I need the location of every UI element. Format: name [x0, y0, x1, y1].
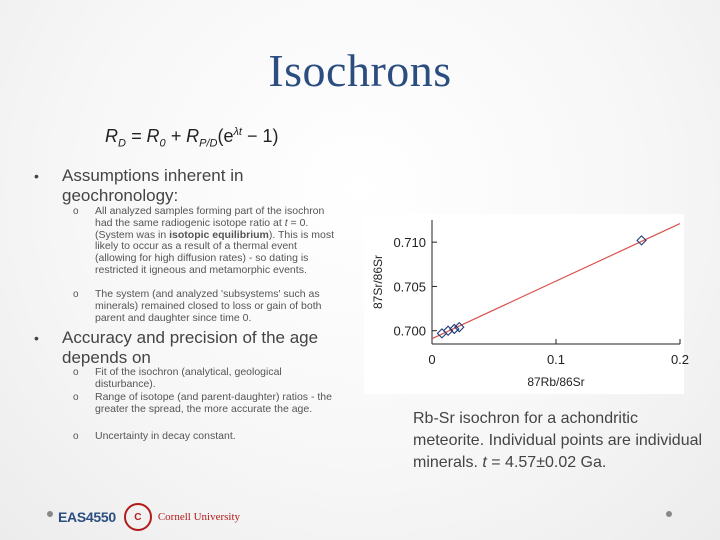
cornell-seal-icon: C: [124, 503, 152, 531]
eq-exp: λt: [233, 126, 242, 138]
sub-marker: o: [73, 431, 79, 442]
sub-text: Uncertainty in decay constant.: [95, 430, 236, 442]
footer-logo: [58, 504, 240, 530]
caption-text-b: = 4.57±0.02 Ga.: [486, 454, 607, 471]
sub-marker: o: [73, 392, 79, 403]
bullet-assumptions: [34, 166, 322, 206]
figure-caption: [413, 408, 703, 474]
sub-bullet-range: [73, 391, 340, 416]
eq-r0-sub: 0: [159, 137, 166, 150]
eq-paren-open: (e: [217, 126, 234, 146]
bullet-text: Assumptions inherent in geochronology:: [62, 166, 244, 205]
sub-marker: o: [73, 367, 79, 378]
footer-dot-left: [47, 511, 53, 517]
data-point: [437, 329, 446, 338]
bullet-dot: •: [34, 168, 39, 184]
sub-bullet-decay: [73, 430, 340, 443]
eq-paren-close: − 1): [241, 126, 279, 146]
isochron-equation: [105, 126, 278, 150]
x-tick-label: 0: [428, 352, 436, 367]
bullet-text: Accuracy and precision of the age depends on: [62, 328, 319, 367]
footer-dot-right: [666, 511, 672, 517]
sub-marker: o: [73, 206, 79, 217]
x-tick-label: 0.1: [546, 352, 566, 367]
sub-text-b: = 0. (System was in: [95, 216, 309, 241]
eq-lhs: R: [105, 126, 118, 146]
x-tick-label: 0.2: [670, 352, 690, 367]
sub-marker: o: [73, 289, 79, 300]
sub-bullet-closed: [73, 288, 340, 324]
bullet-dot: •: [34, 330, 39, 346]
sub-text-a: All analyzed samples forming part of the isochron had the same radiogenic isotope ratio at: [95, 205, 325, 229]
y-tick-label: 0.705: [393, 279, 426, 295]
sub-bold: isotopic equilibrium: [169, 228, 269, 241]
sub-bullet-fit: [73, 366, 340, 391]
university-name: Cornell University: [157, 511, 241, 523]
caption-t-var: t: [482, 454, 487, 471]
sub-text: Fit of the isochron (analytical, geological disturbance).: [95, 366, 282, 390]
course-code: EAS4550: [58, 509, 116, 525]
sub-t-var: t: [284, 216, 288, 229]
eq-rp: + R: [165, 126, 200, 146]
x-axis-label: 87Rb/86Sr: [527, 375, 585, 389]
sub-text-c: ). This is most likely to occur as a result of a thermal event (allowing for high diffusion rates) - so dating is restricted it igneous and metamorphic events.: [95, 228, 335, 276]
y-axis-label: 87Sr/86Sr: [371, 254, 385, 310]
caption-text-a: Rb-Sr isochron for a achondritic meteorite. Individual points are individual minerals.: [413, 410, 703, 471]
eq-lhs-sub: D: [118, 137, 126, 150]
bullet-accuracy: [34, 328, 327, 368]
eq-rp-sub: P/D: [199, 137, 218, 150]
sub-text: The system (and analyzed 'subsystems' such as minerals) remained closed to loss or gain of both parent and daughter since time 0.: [95, 288, 322, 324]
sub-text: Range of isotope (and parent-daughter) ratios - the greater the spread, the more accurate the age.: [95, 391, 332, 415]
isochron-chart: [364, 214, 690, 394]
y-tick-label: 0.710: [393, 235, 426, 251]
y-tick-label: 0.700: [393, 323, 426, 339]
isochron-fit-line: [432, 224, 680, 339]
eq-r0: = R: [125, 126, 160, 146]
sub-bullet-equilibrium: [73, 205, 340, 277]
slide-title: Isochrons: [268, 45, 452, 96]
